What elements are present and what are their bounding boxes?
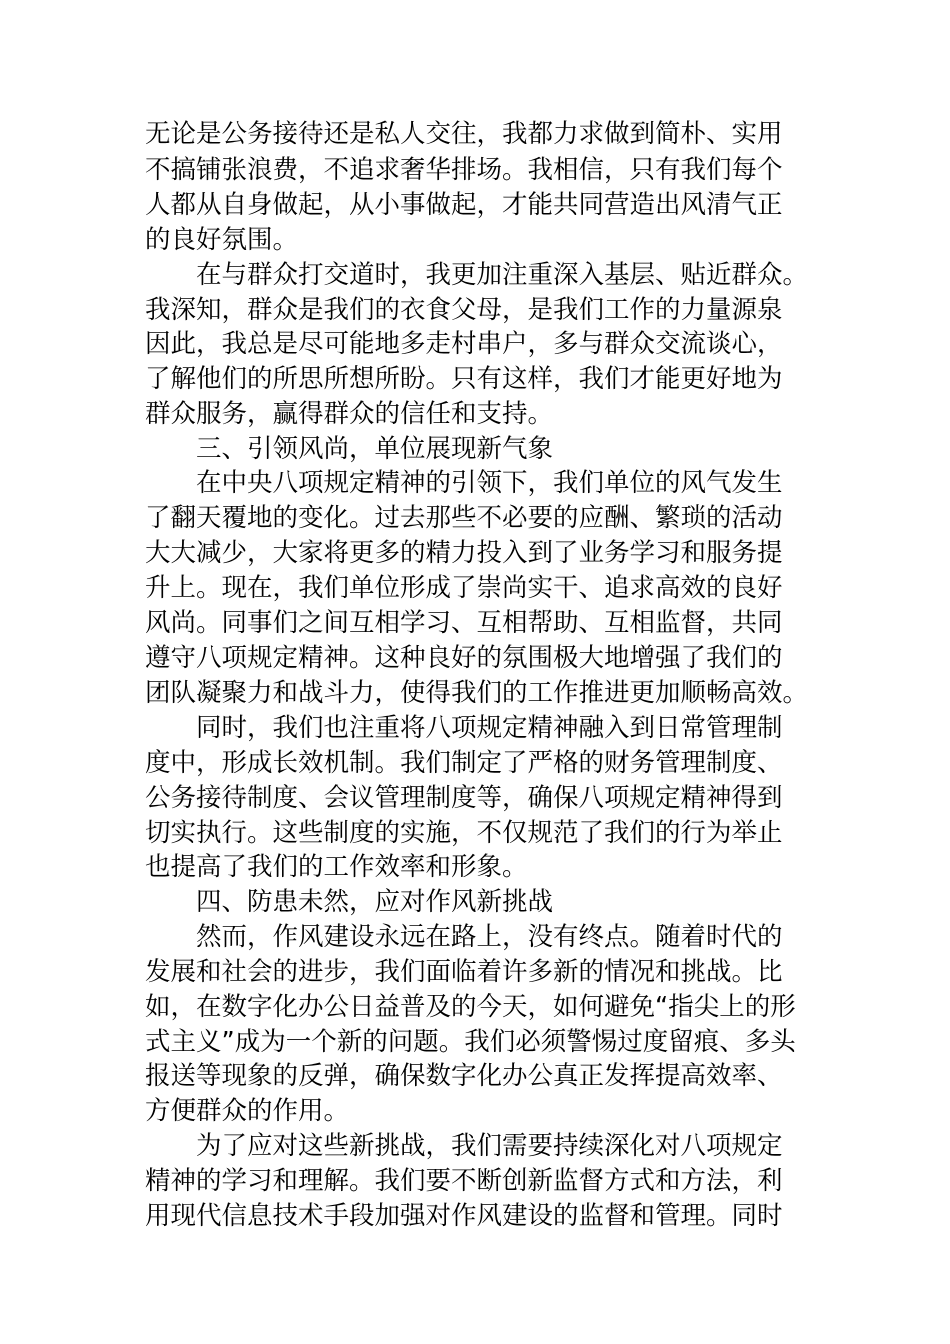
body-text-line: 方便群众的作用。: [145, 1096, 350, 1126]
paragraph-first-line: 同时，我们也注重将八项规定精神融入到日常管理制: [196, 713, 783, 743]
paragraph-first-line: 然而，作风建设永远在路上，没有终点。随着时代的: [196, 922, 783, 952]
paragraph-first-line: 在中央八项规定精神的引领下，我们单位的风气发生: [196, 468, 783, 498]
body-text-line: 如，在数字化办公日益普及的今天，如何避免“指尖上的形: [145, 992, 796, 1022]
body-text-line: 人都从自身做起，从小事做起，才能共同营造出风清气正: [145, 190, 783, 220]
body-text-line: 因此，我总是尽可能地多走村串户，多与群众交流谈心，: [145, 329, 783, 359]
body-text-line: 我深知，群众是我们的衣食父母，是我们工作的力量源泉: [145, 295, 783, 325]
body-text-line: 用现代信息技术手段加强对作风建设的监督和管理。同时: [145, 1201, 783, 1231]
body-text-line: 报送等现象的反弹，确保数字化办公真正发挥提高效率、: [145, 1061, 783, 1091]
body-text-line: 群众服务，赢得群众的信任和支持。: [145, 399, 554, 429]
body-text-line: 精神的学习和理解。我们要不断创新监督方式和方法，利: [145, 1166, 783, 1196]
body-text-line: 无论是公务接待还是私人交往，我都力求做到简朴、实用: [145, 119, 783, 149]
body-text-line: 的良好氛围。: [145, 225, 299, 255]
paragraph-first-line: 为了应对这些新挑战，我们需要持续深化对八项规定: [196, 1131, 783, 1161]
body-text-line: 团队凝聚力和战斗力，使得我们的工作推进更加顺畅高效。: [145, 678, 809, 708]
body-text-line: 不搞铺张浪费，不追求奢华排场。我相信，只有我们每个: [145, 155, 783, 185]
body-text-line: 遵守八项规定精神。这种良好的氛围极大地增强了我们的: [145, 643, 783, 673]
body-text-line: 发展和社会的进步，我们面临着许多新的情况和挑战。比: [145, 957, 783, 987]
body-text-line: 大大减少，大家将更多的精力投入到了业务学习和服务提: [145, 538, 783, 568]
body-text-line: 切实执行。这些制度的实施，不仅规范了我们的行为举止: [145, 818, 783, 848]
body-text-line: 度中，形成长效机制。我们制定了严格的财务管理制度、: [145, 748, 783, 778]
body-text-line: 了解他们的所思所想所盼。只有这样，我们才能更好地为: [145, 364, 783, 394]
section-heading-4: 四、防患未然，应对作风新挑战: [196, 887, 554, 917]
body-text-line: 升上。现在，我们单位形成了崇尚实干、追求高效的良好: [145, 573, 783, 603]
body-text-line: 公务接待制度、会议管理制度等，确保八项规定精神得到: [145, 783, 783, 813]
paragraph-first-line: 在与群众打交道时，我更加注重深入基层、贴近群众。: [196, 260, 809, 290]
body-text-line: 也提高了我们的工作效率和形象。: [145, 852, 528, 882]
section-heading-3: 三、引领风尚，单位展现新气象: [196, 434, 554, 464]
body-text-line: 了翻天覆地的变化。过去那些不必要的应酬、繁琐的活动: [145, 503, 783, 533]
body-text-line: 风尚。同事们之间互相学习、互相帮助、互相监督，共同: [145, 608, 783, 638]
body-text-line: 式主义”成为一个新的问题。我们必须警惕过度留痕、多头: [145, 1027, 796, 1057]
